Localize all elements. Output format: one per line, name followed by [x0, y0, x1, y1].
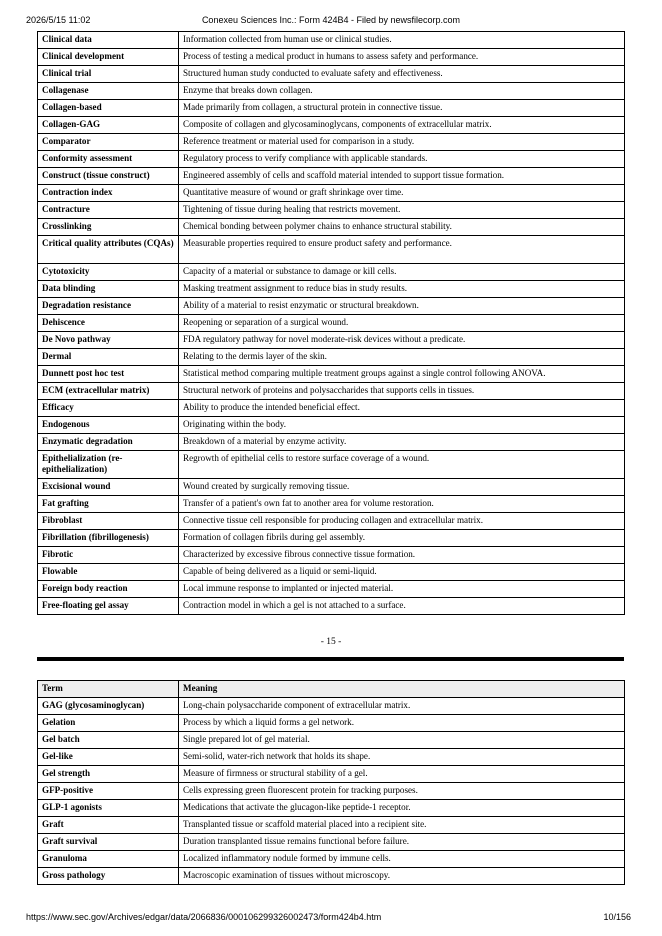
meaning-cell: Breakdown of a material by enzyme activity.: [179, 434, 625, 451]
table-row: [38, 715, 625, 732]
term-cell: Graft: [38, 817, 179, 834]
table-row: [38, 598, 625, 615]
term-cell: Flowable: [38, 564, 179, 581]
meaning-cell: Engineered assembly of cells and scaffold material intended to support tissue formation.: [179, 168, 625, 185]
table-row: [38, 298, 625, 315]
table-row: [38, 349, 625, 366]
term-cell: Cytotoxicity: [38, 264, 179, 281]
term-cell: Fibrotic: [38, 547, 179, 564]
meaning-cell: Statistical method comparing multiple treatment groups against a single control following ANOVA.: [179, 366, 625, 383]
table-row: [38, 117, 625, 134]
table-header-row: [38, 681, 625, 698]
table-row: [38, 417, 625, 434]
term-cell: Enzymatic degradation: [38, 434, 179, 451]
print-datetime: 2026/5/15 11:02: [26, 15, 91, 25]
term-cell: Foreign body reaction: [38, 581, 179, 598]
table-row: [38, 185, 625, 202]
table-row: [38, 800, 625, 817]
table-row: [38, 332, 625, 349]
table-row: [38, 264, 625, 281]
table-row: [38, 383, 625, 400]
glossary-table-2: [37, 680, 625, 885]
term-cell: Gel-like: [38, 749, 179, 766]
term-cell: Dunnett post hoc test: [38, 366, 179, 383]
meaning-cell: Reference treatment or material used for comparison in a study.: [179, 134, 625, 151]
table-row: [38, 66, 625, 83]
term-cell: Crosslinking: [38, 219, 179, 236]
meaning-cell: Enzyme that breaks down collagen.: [179, 83, 625, 100]
table-row: [38, 479, 625, 496]
table-row: [38, 219, 625, 236]
print-header: [0, 13, 662, 27]
footer-page-count: 10/156: [603, 912, 631, 922]
table-row: [38, 366, 625, 383]
meaning-cell: Made primarily from collagen, a structural protein in connective tissue.: [179, 100, 625, 117]
table-row: [38, 851, 625, 868]
table-row: [38, 151, 625, 168]
term-cell: Clinical development: [38, 49, 179, 66]
term-cell: Fat grafting: [38, 496, 179, 513]
meaning-cell: FDA regulatory pathway for novel moderate-risk devices without a predicate.: [179, 332, 625, 349]
meaning-cell: Ability to produce the intended beneficial effect.: [179, 400, 625, 417]
term-cell: ECM (extracellular matrix): [38, 383, 179, 400]
table-row: [38, 281, 625, 298]
table-row: [38, 49, 625, 66]
meaning-cell: Quantitative measure of wound or graft shrinkage over time.: [179, 185, 625, 202]
term-cell: Gelation: [38, 715, 179, 732]
meaning-cell: Reopening or separation of a surgical wound.: [179, 315, 625, 332]
term-cell: Critical quality attributes (CQAs): [38, 236, 179, 264]
meaning-cell: Ability of a material to resist enzymatic or structural breakdown.: [179, 298, 625, 315]
term-cell: Comparator: [38, 134, 179, 151]
table-row: [38, 434, 625, 451]
term-cell: GFP-positive: [38, 783, 179, 800]
meaning-cell: Composite of collagen and glycosaminoglycans, components of extracellular matrix.: [179, 117, 625, 134]
term-cell: Degradation resistance: [38, 298, 179, 315]
meaning-cell: Process by which a liquid forms a gel network.: [179, 715, 625, 732]
page-number: - 15 -: [320, 637, 342, 647]
meaning-cell: Information collected from human use or clinical studies.: [179, 32, 625, 49]
table-row: [38, 732, 625, 749]
page-break-rule: [37, 657, 624, 661]
meaning-cell: Characterized by excessive fibrous connective tissue formation.: [179, 547, 625, 564]
print-footer: [0, 910, 662, 924]
footer-url: https://www.sec.gov/Archives/edgar/data/2066836/000106299326002473/form424b4.htm: [26, 912, 382, 922]
meaning-cell: Duration transplanted tissue remains functional before failure.: [179, 834, 625, 851]
term-cell: Fibroblast: [38, 513, 179, 530]
table-row: [38, 451, 625, 479]
table-row: [38, 83, 625, 100]
meaning-cell: Originating within the body.: [179, 417, 625, 434]
table-row: [38, 564, 625, 581]
term-cell: Contracture: [38, 202, 179, 219]
table-row: [38, 134, 625, 151]
term-cell: Efficacy: [38, 400, 179, 417]
meaning-cell: Wound created by surgically removing tissue.: [179, 479, 625, 496]
meaning-cell: Semi-solid, water-rich network that holds its shape.: [179, 749, 625, 766]
term-cell: Gel batch: [38, 732, 179, 749]
meaning-cell: Regrowth of epithelial cells to restore surface coverage of a wound.: [179, 451, 625, 479]
term-cell: Dermal: [38, 349, 179, 366]
term-cell: Construct (tissue construct): [38, 168, 179, 185]
meaning-cell: Single prepared lot of gel material.: [179, 732, 625, 749]
table-row: [38, 100, 625, 117]
term-cell: Gross pathology: [38, 868, 179, 885]
table-row: [38, 32, 625, 49]
meaning-cell: Capacity of a material or substance to damage or kill cells.: [179, 264, 625, 281]
table-row: [38, 202, 625, 219]
term-cell: Free-floating gel assay: [38, 598, 179, 615]
term-cell: Gel strength: [38, 766, 179, 783]
meaning-cell: Chemical bonding between polymer chains to enhance structural stability.: [179, 219, 625, 236]
table-row: [38, 834, 625, 851]
term-cell: Fibrillation (fibrillogenesis): [38, 530, 179, 547]
table-row: [38, 400, 625, 417]
meaning-cell: Cells expressing green fluorescent protein for tracking purposes.: [179, 783, 625, 800]
meaning-cell: Regulatory process to verify compliance with applicable standards.: [179, 151, 625, 168]
term-cell: Collagenase: [38, 83, 179, 100]
table-row: [38, 168, 625, 185]
table-row: [38, 513, 625, 530]
meaning-cell: Long-chain polysaccharide component of extracellular matrix.: [179, 698, 625, 715]
column-header-term: Term: [38, 681, 179, 698]
meaning-cell: Transplanted tissue or scaffold material placed into a recipient site.: [179, 817, 625, 834]
table-row: [38, 868, 625, 885]
table-row: [38, 496, 625, 513]
table-row: [38, 783, 625, 800]
meaning-cell: Structured human study conducted to evaluate safety and effectiveness.: [179, 66, 625, 83]
term-cell: Collagen-GAG: [38, 117, 179, 134]
table-row: [38, 817, 625, 834]
term-cell: Excisional wound: [38, 479, 179, 496]
table-row: [38, 236, 625, 264]
term-cell: GAG (glycosaminoglycan): [38, 698, 179, 715]
term-cell: De Novo pathway: [38, 332, 179, 349]
table-row: [38, 547, 625, 564]
term-cell: Clinical trial: [38, 66, 179, 83]
meaning-cell: Localized inflammatory nodule formed by immune cells.: [179, 851, 625, 868]
meaning-cell: Contraction model in which a gel is not attached to a surface.: [179, 598, 625, 615]
table-row: [38, 315, 625, 332]
term-cell: Dehiscence: [38, 315, 179, 332]
meaning-cell: Local immune response to implanted or injected material.: [179, 581, 625, 598]
term-cell: Conformity assessment: [38, 151, 179, 168]
meaning-cell: Masking treatment assignment to reduce bias in study results.: [179, 281, 625, 298]
table-row: [38, 581, 625, 598]
table-row: [38, 749, 625, 766]
term-cell: Epithelialization (re-epithelialization): [38, 451, 179, 479]
term-cell: Contraction index: [38, 185, 179, 202]
meaning-cell: Measurable properties required to ensure product safety and performance.: [179, 236, 625, 264]
column-header-meaning: Meaning: [179, 681, 625, 698]
meaning-cell: Tightening of tissue during healing that restricts movement.: [179, 202, 625, 219]
meaning-cell: Measure of firmness or structural stability of a gel.: [179, 766, 625, 783]
table-row: [38, 766, 625, 783]
term-cell: Graft survival: [38, 834, 179, 851]
meaning-cell: Macroscopic examination of tissues without microscopy.: [179, 868, 625, 885]
table-row: [38, 530, 625, 547]
meaning-cell: Structural network of proteins and polysaccharides that supports cells in tissues.: [179, 383, 625, 400]
meaning-cell: Relating to the dermis layer of the skin.: [179, 349, 625, 366]
term-cell: Collagen-based: [38, 100, 179, 117]
term-cell: Endogenous: [38, 417, 179, 434]
meaning-cell: Transfer of a patient's own fat to another area for volume restoration.: [179, 496, 625, 513]
meaning-cell: Formation of collagen fibrils during gel assembly.: [179, 530, 625, 547]
glossary-table-1: [37, 31, 625, 615]
meaning-cell: Connective tissue cell responsible for producing collagen and extracellular matrix.: [179, 513, 625, 530]
meaning-cell: Capable of being delivered as a liquid or semi-liquid.: [179, 564, 625, 581]
meaning-cell: Process of testing a medical product in humans to assess safety and performance.: [179, 49, 625, 66]
meaning-cell: Medications that activate the glucagon-like peptide-1 receptor.: [179, 800, 625, 817]
term-cell: GLP-1 agonists: [38, 800, 179, 817]
term-cell: Granuloma: [38, 851, 179, 868]
term-cell: Data blinding: [38, 281, 179, 298]
term-cell: Clinical data: [38, 32, 179, 49]
table-row: [38, 698, 625, 715]
print-title: Conexeu Sciences Inc.: Form 424B4 - Filed by newsfilecorp.com: [201, 15, 461, 25]
